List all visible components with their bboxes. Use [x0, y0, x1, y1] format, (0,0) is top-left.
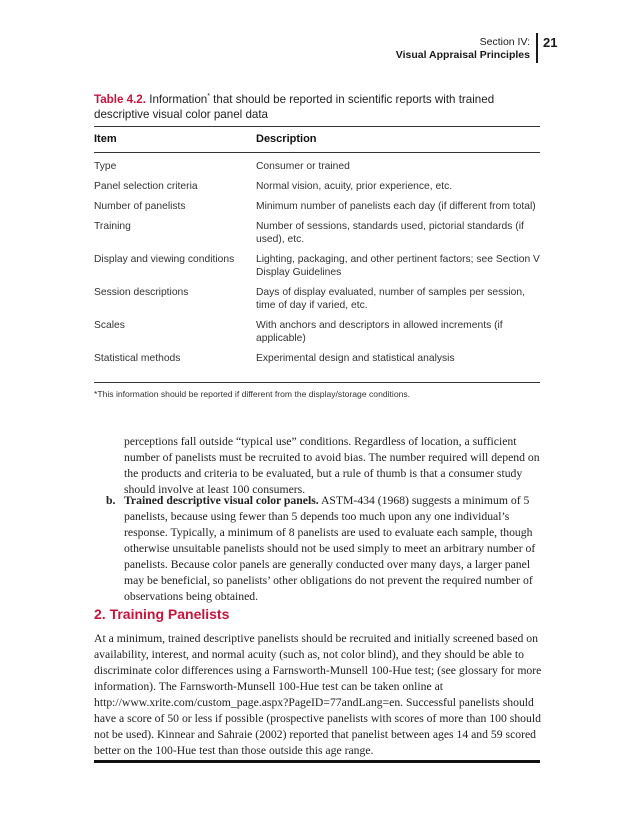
table-caption [94, 93, 544, 122]
table-row [94, 220, 540, 246]
table-row [94, 286, 540, 312]
section-heading: 2. Training Panelists [94, 606, 230, 622]
row-item: Panel selection criteria [94, 181, 198, 192]
column-header-description: Description [256, 133, 317, 145]
table-bottom-rule [94, 382, 540, 383]
table-row [94, 180, 540, 193]
header-divider [536, 33, 538, 63]
row-item: Number of panelists [94, 201, 186, 212]
table-header-rule [94, 152, 540, 153]
table-row [94, 352, 540, 365]
row-description: Normal vision, acuity, prior experience, etc. [256, 181, 453, 192]
table-row [94, 160, 540, 173]
table-row [94, 200, 540, 213]
table-footnote: *This information should be reported if different from the display/storage conditions. [94, 389, 411, 399]
table-label: Table 4.2. [94, 93, 146, 106]
body-paragraph: perceptions fall outside “typical use” conditions. Regardless of location, a sufficient number of panelists must be recruited to avoid bias. The number required will depend on the products and criteria to be evaluated, but a rule of thumb is that a consumer study should involve at least 100 consumers. [124, 435, 540, 496]
row-description: Days of display evaluated, number of samples per session, time of day if varied, etc. [256, 287, 526, 311]
list-item-label: b. [106, 494, 116, 507]
list-item-text [124, 493, 542, 605]
body-paragraph-training: At a minimum, trained descriptive panelists should be recruited and initially screened based on availability, interest, and normal acuity (such as, not color blind), and they should be able to discriminate color differences using a Farnsworth-Munsell 100-Hue test; (see glossary for more information). The Farnsworth-Munsell 100-Hue test can be taken online at http://www.xrite.com/custom_page.aspx?PageID=77andLang=en. Successful panelists should have a score of 50 or less if possible (prospective panelists with scores of more than 100 should not be used). Kinnear and Sahraie (2002) reported that panelist between ages 14 and 59 scored better on the 100-Hue test than those outside this age range. [94, 632, 542, 757]
header-section: Section IV: [479, 36, 530, 48]
row-item: Display and viewing conditions [94, 254, 235, 265]
row-description: Minimum number of panelists each day (if different from total) [256, 201, 536, 212]
caption-footnote-mark: * [207, 93, 210, 101]
table-row [94, 253, 540, 279]
page-number: 21 [543, 35, 558, 50]
row-description: Experimental design and statistical analysis [256, 353, 455, 364]
list-item-b [106, 493, 542, 605]
list-item-title: Trained descriptive visual color panels. [124, 494, 319, 507]
row-description: Number of sessions, standards used, pictorial standards (if used), etc. [256, 221, 524, 245]
row-description: Lighting, packaging, and other pertinent factors; see Section V Display Guidelines [256, 254, 540, 278]
row-item: Session descriptions [94, 287, 189, 298]
table-top-rule [94, 126, 540, 127]
header-subtitle: Visual Appraisal Principles [395, 49, 530, 61]
row-item: Scales [94, 320, 125, 331]
footer-rule [94, 760, 540, 763]
row-item: Training [94, 221, 131, 232]
table-body [94, 160, 540, 372]
table-row [94, 319, 540, 345]
caption-text-start: Information [149, 93, 208, 106]
row-description: With anchors and descriptors in allowed increments (if applicable) [256, 320, 503, 344]
caption-text-end: that should be reported in scientific reports with trained descriptive visual color panel data [94, 93, 495, 121]
running-header [396, 36, 530, 62]
column-header-item: Item [94, 133, 117, 145]
row-item: Type [94, 161, 117, 172]
list-item-body: ASTM-434 (1968) suggests a minimum of 5 panelists, because using fewer than 5 depends too much upon any one individual’s response. Typically, a minimum of 8 panelists are used to evaluate each sample, though otherwise unsuitable panelists should not be used simply to meet an arbitrary number of panelists. Because color panels are generally conducted over many days, a larger panel may be beneficial, so panelists’ other obligations do not prevent the required number of observations being obtained. [124, 494, 536, 603]
row-description: Consumer or trained [256, 161, 350, 172]
row-item: Statistical methods [94, 353, 181, 364]
